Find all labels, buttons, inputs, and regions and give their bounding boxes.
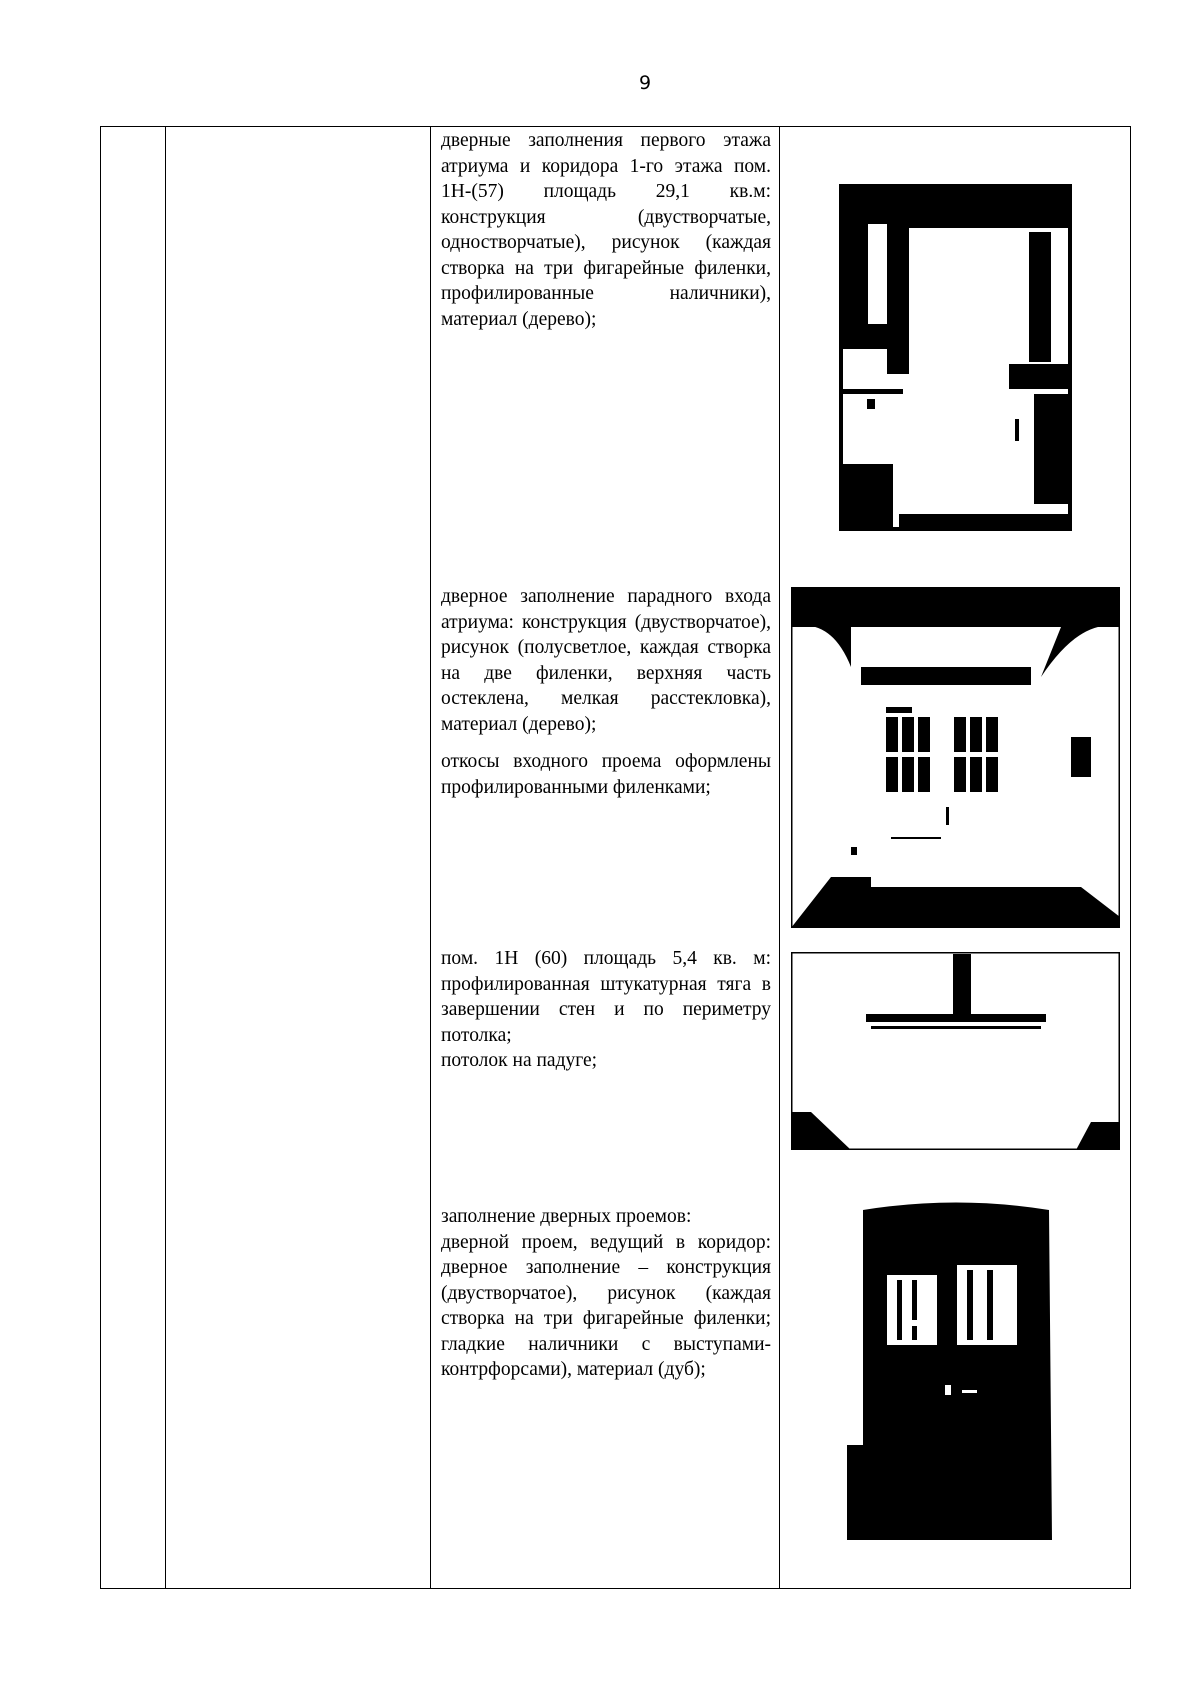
entry-3-paragraph-2: потолок на падуге; xyxy=(441,1050,598,1071)
entry-3-paragraph-1: пом. 1Н (60) площадь 5,4 кв. м: профилированная штукатурная тяга в завершении стен и по периметру потолка; xyxy=(441,948,771,1046)
column-divider-2 xyxy=(430,127,431,1588)
entry-4-description xyxy=(441,1204,771,1383)
entry-4-paragraph-2: дверной проем, ведущий в коридор: дверное заполнение – конструкция (двустворчатое), рисунок (каждая створка на три фигарейные филенки; гладкие наличники с выступами-контрфорсами), материал (дуб); xyxy=(441,1231,771,1380)
entrance-door-photo-icon xyxy=(791,587,1120,928)
entry-3-description xyxy=(441,946,771,1074)
page-number: 9 xyxy=(638,72,652,94)
entry-2-paragraph-2: откосы входного проема оформлены профилированными филенками; xyxy=(441,751,771,798)
entry-2-description xyxy=(441,584,771,800)
entry-2-paragraph-1: дверное заполнение парадного входа атриума: конструкция (двустворчатое), рисунок (полусветлое, каждая створка на две филенки, верхняя часть остеклена, мелкая расстекловка), материал (дерево); xyxy=(441,586,771,735)
column-divider-1 xyxy=(165,127,166,1588)
entry-4-paragraph-1: заполнение дверных проемов: xyxy=(441,1206,692,1227)
entry-1-paragraph-1: дверные заполнения первого этажа атриума и коридора 1-го этажа пом. 1Н-(57) площадь 29,1 кв.м: конструкция (двустворчатые, одностворчатые), рисунок (каждая створка на три фигарейные филенки, профилированные наличники), материал (дерево); xyxy=(441,130,771,330)
oak-door-photo-icon xyxy=(847,1195,1065,1540)
door-photo-icon xyxy=(839,184,1072,531)
entry-1-description xyxy=(441,128,771,332)
ceiling-photo-icon xyxy=(791,952,1120,1150)
column-divider-3 xyxy=(779,127,780,1588)
